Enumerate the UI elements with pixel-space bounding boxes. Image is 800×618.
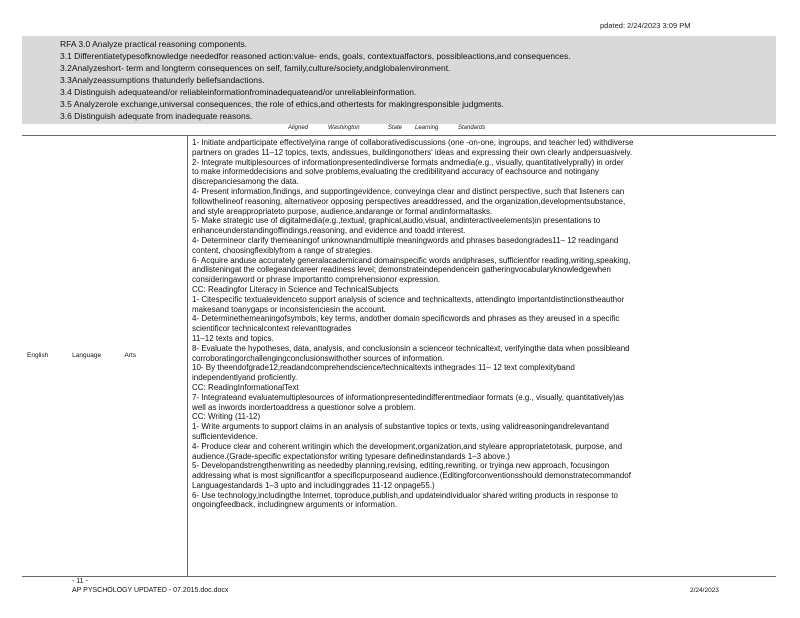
page-number: - 11 - <box>72 578 88 585</box>
bullet-icon <box>35 86 46 98</box>
document-filename: AP PYSCHOLOGY UPDATED - 07.2015.doc.docx <box>72 587 229 594</box>
standards-line: CC: ReadingInformationalText <box>192 382 299 392</box>
standards-line: makesand toanygaps or inconsistenciesin the account. <box>192 304 386 314</box>
bullet-icon <box>35 110 46 122</box>
standards-line: partners on grades 11–12 topics, texts, andissues, buildingonothers' ideas and expressing their own clearly andpersuasively. <box>192 147 633 157</box>
standards-line: 4- Determinethemeaningofsymbols, key terms, andother domain specificwords and phrases as they areused in a specific <box>192 314 620 324</box>
standards-line: andlisteningat the collegeandcareer readiness level; demonstrateindependencein gatheringvocabularyknowledgewhen <box>192 265 611 275</box>
standards-line: 7- Integrateand evaluatemultiplesources of informationpresentedindifferentmediaor formats (e.g., visually, quantitatively)as <box>192 392 624 402</box>
rfa-item <box>22 38 776 50</box>
rfa-item-text: 3.1 Differentiatetypesofknowledge neededfor reasoned action:value- ends, goals, contextualfactors, possibleactions,and consequences. <box>60 51 571 61</box>
rfa-item <box>22 86 776 98</box>
standards-line: 5- Make strategic use of digitalmedia(e.g.,textual, graphical,audio,visual, andinteractiveelements)in presentations to <box>192 216 601 226</box>
bullet-icon <box>35 38 46 50</box>
column-divider <box>187 136 188 576</box>
standards-line: 11–12 texts and topics. <box>192 333 274 343</box>
rfa-item <box>22 74 776 86</box>
rfa-item-text: RFA 3.0 Analyze practical reasoning components. <box>60 39 248 49</box>
aligned-label: Aligned <box>288 125 309 131</box>
rfa-item <box>22 98 776 110</box>
standards-line: 1- Write arguments to support claims in an analysis of substantive topics or texts, using validreasoningandrelevantand <box>192 422 609 432</box>
standards-line: 1- Citespecific textualevidenceto support analysis of science and technicaltexts, attendingto importantdistinctionstheauthor <box>192 294 625 304</box>
standards-line: independentlyand proficiently. <box>192 373 298 383</box>
standards-line: audience.(Grade-specific expectationsfor writing typesare definedinstandards 1–3 above.) <box>192 451 510 461</box>
bullet-icon <box>35 98 46 110</box>
standards-line: 6- Acquire anduse accurately generalacademicand domainspecific words andphrases, sufficientfor reading,writing,speaking, <box>192 255 631 265</box>
standards-label: Standards <box>458 125 486 131</box>
rfa-item-text: 3.2Analyzeshort- term and longterm consequences on self, family,culture/society,andglobalenvironment. <box>60 63 451 73</box>
updated-timestamp: pdated: 2/24/2023 3:09 PM <box>600 21 691 30</box>
subject-cell <box>27 352 158 359</box>
standards-line: 1- Initiate andparticipate effectivelyina range of collaborativediscussions (one -on-one, ingroups, and teacher led) withdiverse <box>192 138 634 147</box>
standards-line: 4- Produce clear and coherent writingin which the development,organization,and styleare appropriatetotask, purpose, and <box>192 441 623 451</box>
rfa-item <box>22 62 776 74</box>
standards-line: sufficientevidence. <box>192 431 258 441</box>
standards-line: enhanceunderstandingoffindings,reasoning, and evidence and toadd interest. <box>192 226 466 236</box>
rfa-item-text: 3.6 Distinguish adequate from inadequate reasons. <box>60 111 253 121</box>
subject-word-language: Language <box>72 352 102 359</box>
standards-line: 5- Developandstrengthenwriting as neededby planning,revising, editing,rewriting, or tryinga new approach, focusingon <box>192 461 610 471</box>
rfa-item-text: 3.4 Distinguish adequateand/or reliableinformationfrominadequateand/or unreliableinformation. <box>60 87 417 97</box>
bullet-icon <box>35 62 46 74</box>
rfa-item-text: 3.5 Analyzerole exchange,universal consequences, the role of ethics,and othertests for makingresponsible judgments. <box>60 99 504 109</box>
rfa-item-text: 3.3Analyzeassumptions thatunderly beliefsandactions. <box>60 75 265 85</box>
standards-line: CC: Readingfor Literacy in Science and TechnicalSubjects <box>192 284 399 294</box>
rfa-standards-box <box>22 36 776 124</box>
standards-text <box>192 138 774 510</box>
footer-date: 2/24/2023 <box>690 587 719 594</box>
standards-line: discrepanciesamong the data. <box>192 177 299 187</box>
rfa-item <box>22 110 776 122</box>
standards-line: CC: Writing (11-12) <box>192 412 261 422</box>
standards-line: corroboratingorchallengingconclusionswithother sources of information. <box>192 353 445 363</box>
standards-line: 2- Integrate multiplesources of informationpresentedindiverse formats andmedia(e.g., visually, quantitativelyprally) in order <box>192 157 624 167</box>
bullet-icon <box>35 50 46 62</box>
standards-line: addressing what is most significantfor a specificpurposeand audience.(Editingforconventionsshould demonstratecommandof <box>192 471 631 481</box>
standards-line: 4- Present information,findings, and supportingevidence, conveyinga clear and distinct perspective, such that listeners can <box>192 186 625 196</box>
standards-table <box>22 135 776 577</box>
standards-line: content, choosingflexiblyfrom a range of strategies. <box>192 245 373 255</box>
standards-line: 8- Evaluate the hypotheses, data, analysis, and conclusionsin a scienceor technicaltext, verifyingthe data when possibleand <box>192 343 630 353</box>
learning-label: Learning <box>415 125 439 131</box>
rfa-item <box>22 50 776 62</box>
bullet-icon <box>35 74 46 86</box>
aligned-standards-header <box>22 124 776 135</box>
standards-line: followthelineof reasoning, alternativeor opposing perspectives areaddressed, and the organization,developmentsubstance, <box>192 196 626 206</box>
standards-line: scientificor technicalcontext relevanttogrades <box>192 324 352 334</box>
standards-line: to make informeddecisions and solve problems,evaluating the credibilityand accuracy of eachsource and notingany <box>192 167 599 177</box>
state-label: State <box>388 125 403 131</box>
subject-word-english: English <box>27 352 49 359</box>
subject-word-arts: Arts <box>124 352 137 359</box>
standards-line: well as inwords inordertoaddress a questionor solve a problem. <box>192 402 416 412</box>
washington-label: Washington <box>328 125 360 131</box>
standards-line: 4- Determineor clarify themeaningof unknownandmultiple meaningwords and phrases basedongrades11– 12 readingand <box>192 235 619 245</box>
standards-line: 10- By theendofgrade12,readandcomprehendscience/technicaltexts inthegrades 11– 12 text complexityband <box>192 363 575 373</box>
standards-line: consideringaword or phrase importantto comprehensionor expression. <box>192 275 441 285</box>
standards-line: and style areappropriateto purpose, audience,andarange or formal andinformaltasks. <box>192 206 493 216</box>
standards-line: Languagestandards 1–3 upto and includinggrades 11-12 onpage55.) <box>192 480 435 490</box>
standards-line: ongoingfeedback, includingnew arguments or information. <box>192 500 398 510</box>
standards-line: 6- Use technology,includingthe Internet, toproduce,publish,and updateindividualor shared writing products in response to <box>192 490 618 500</box>
